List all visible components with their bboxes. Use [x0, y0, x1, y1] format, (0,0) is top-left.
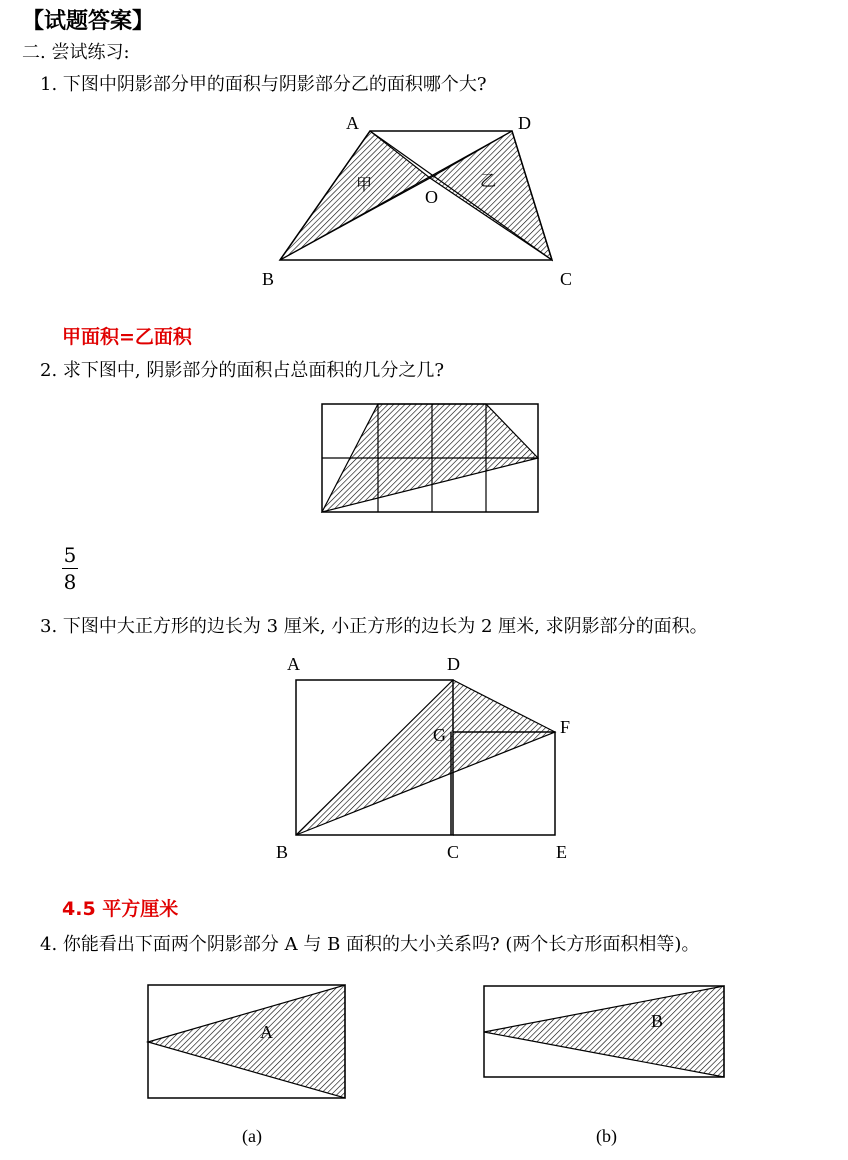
figure-4a — [148, 985, 345, 1147]
question-2 — [40, 356, 444, 382]
caption-b: (b) — [596, 1126, 617, 1146]
question-3-number: 3. — [40, 616, 58, 637]
figure-2-grid — [322, 404, 538, 512]
shaded-triangle-bdf — [296, 680, 555, 835]
question-1-number: 1. — [40, 74, 58, 95]
figure-4b — [484, 986, 724, 1147]
label-a: A — [287, 654, 300, 674]
fraction-denominator: 8 — [63, 570, 77, 594]
label-b: B — [262, 269, 275, 289]
label-a: A — [346, 113, 359, 133]
question-2-number: 2. — [40, 360, 58, 381]
label-c: C — [560, 269, 573, 289]
label-c: C — [447, 842, 460, 862]
label-g: G — [433, 725, 446, 745]
page-heading: 【试题答案】 — [22, 9, 155, 34]
question-4 — [40, 930, 699, 956]
shaded-region-b — [484, 986, 724, 1077]
label-b: B — [276, 842, 289, 862]
question-3 — [40, 612, 708, 638]
label-d: D — [447, 654, 460, 674]
question-3-text: 下图中大正方形的边长为 3 厘米, 小正方形的边长为 2 厘米, 求阴影部分的面积。 — [62, 616, 708, 637]
label-yi: 乙 — [480, 173, 497, 190]
question-1-text: 下图中阴影部分甲的面积与阴影部分乙的面积哪个大? — [62, 74, 487, 95]
caption-a: (a) — [242, 1126, 262, 1146]
question-4-number: 4. — [40, 934, 58, 955]
shaded-region-jia — [280, 131, 430, 260]
label-jia: 甲 — [356, 177, 373, 194]
label-b: B — [651, 1011, 664, 1031]
answer-2-fraction — [60, 542, 80, 595]
shaded-region-a — [148, 985, 345, 1098]
figure-3-squares — [276, 654, 570, 862]
label-e: E — [556, 842, 567, 862]
question-4-text: 你能看出下面两个阴影部分 A 与 B 面积的大小关系吗? (两个长方形面积相等)。 — [62, 934, 700, 955]
section-title: 二. 尝试练习: — [22, 42, 130, 63]
label-d: D — [518, 113, 531, 133]
question-2-text: 求下图中, 阴影部分的面积占总面积的几分之几? — [62, 360, 445, 381]
answer-3: 4.5 平方厘米 — [62, 898, 179, 920]
fraction-numerator: 5 — [63, 543, 77, 567]
figure-1 — [262, 113, 572, 289]
label-o: O — [425, 187, 438, 207]
answer-1: 甲面积=乙面积 — [62, 326, 192, 348]
label-f: F — [560, 717, 571, 737]
label-a: A — [260, 1022, 273, 1042]
shaded-region-yi — [430, 131, 552, 260]
